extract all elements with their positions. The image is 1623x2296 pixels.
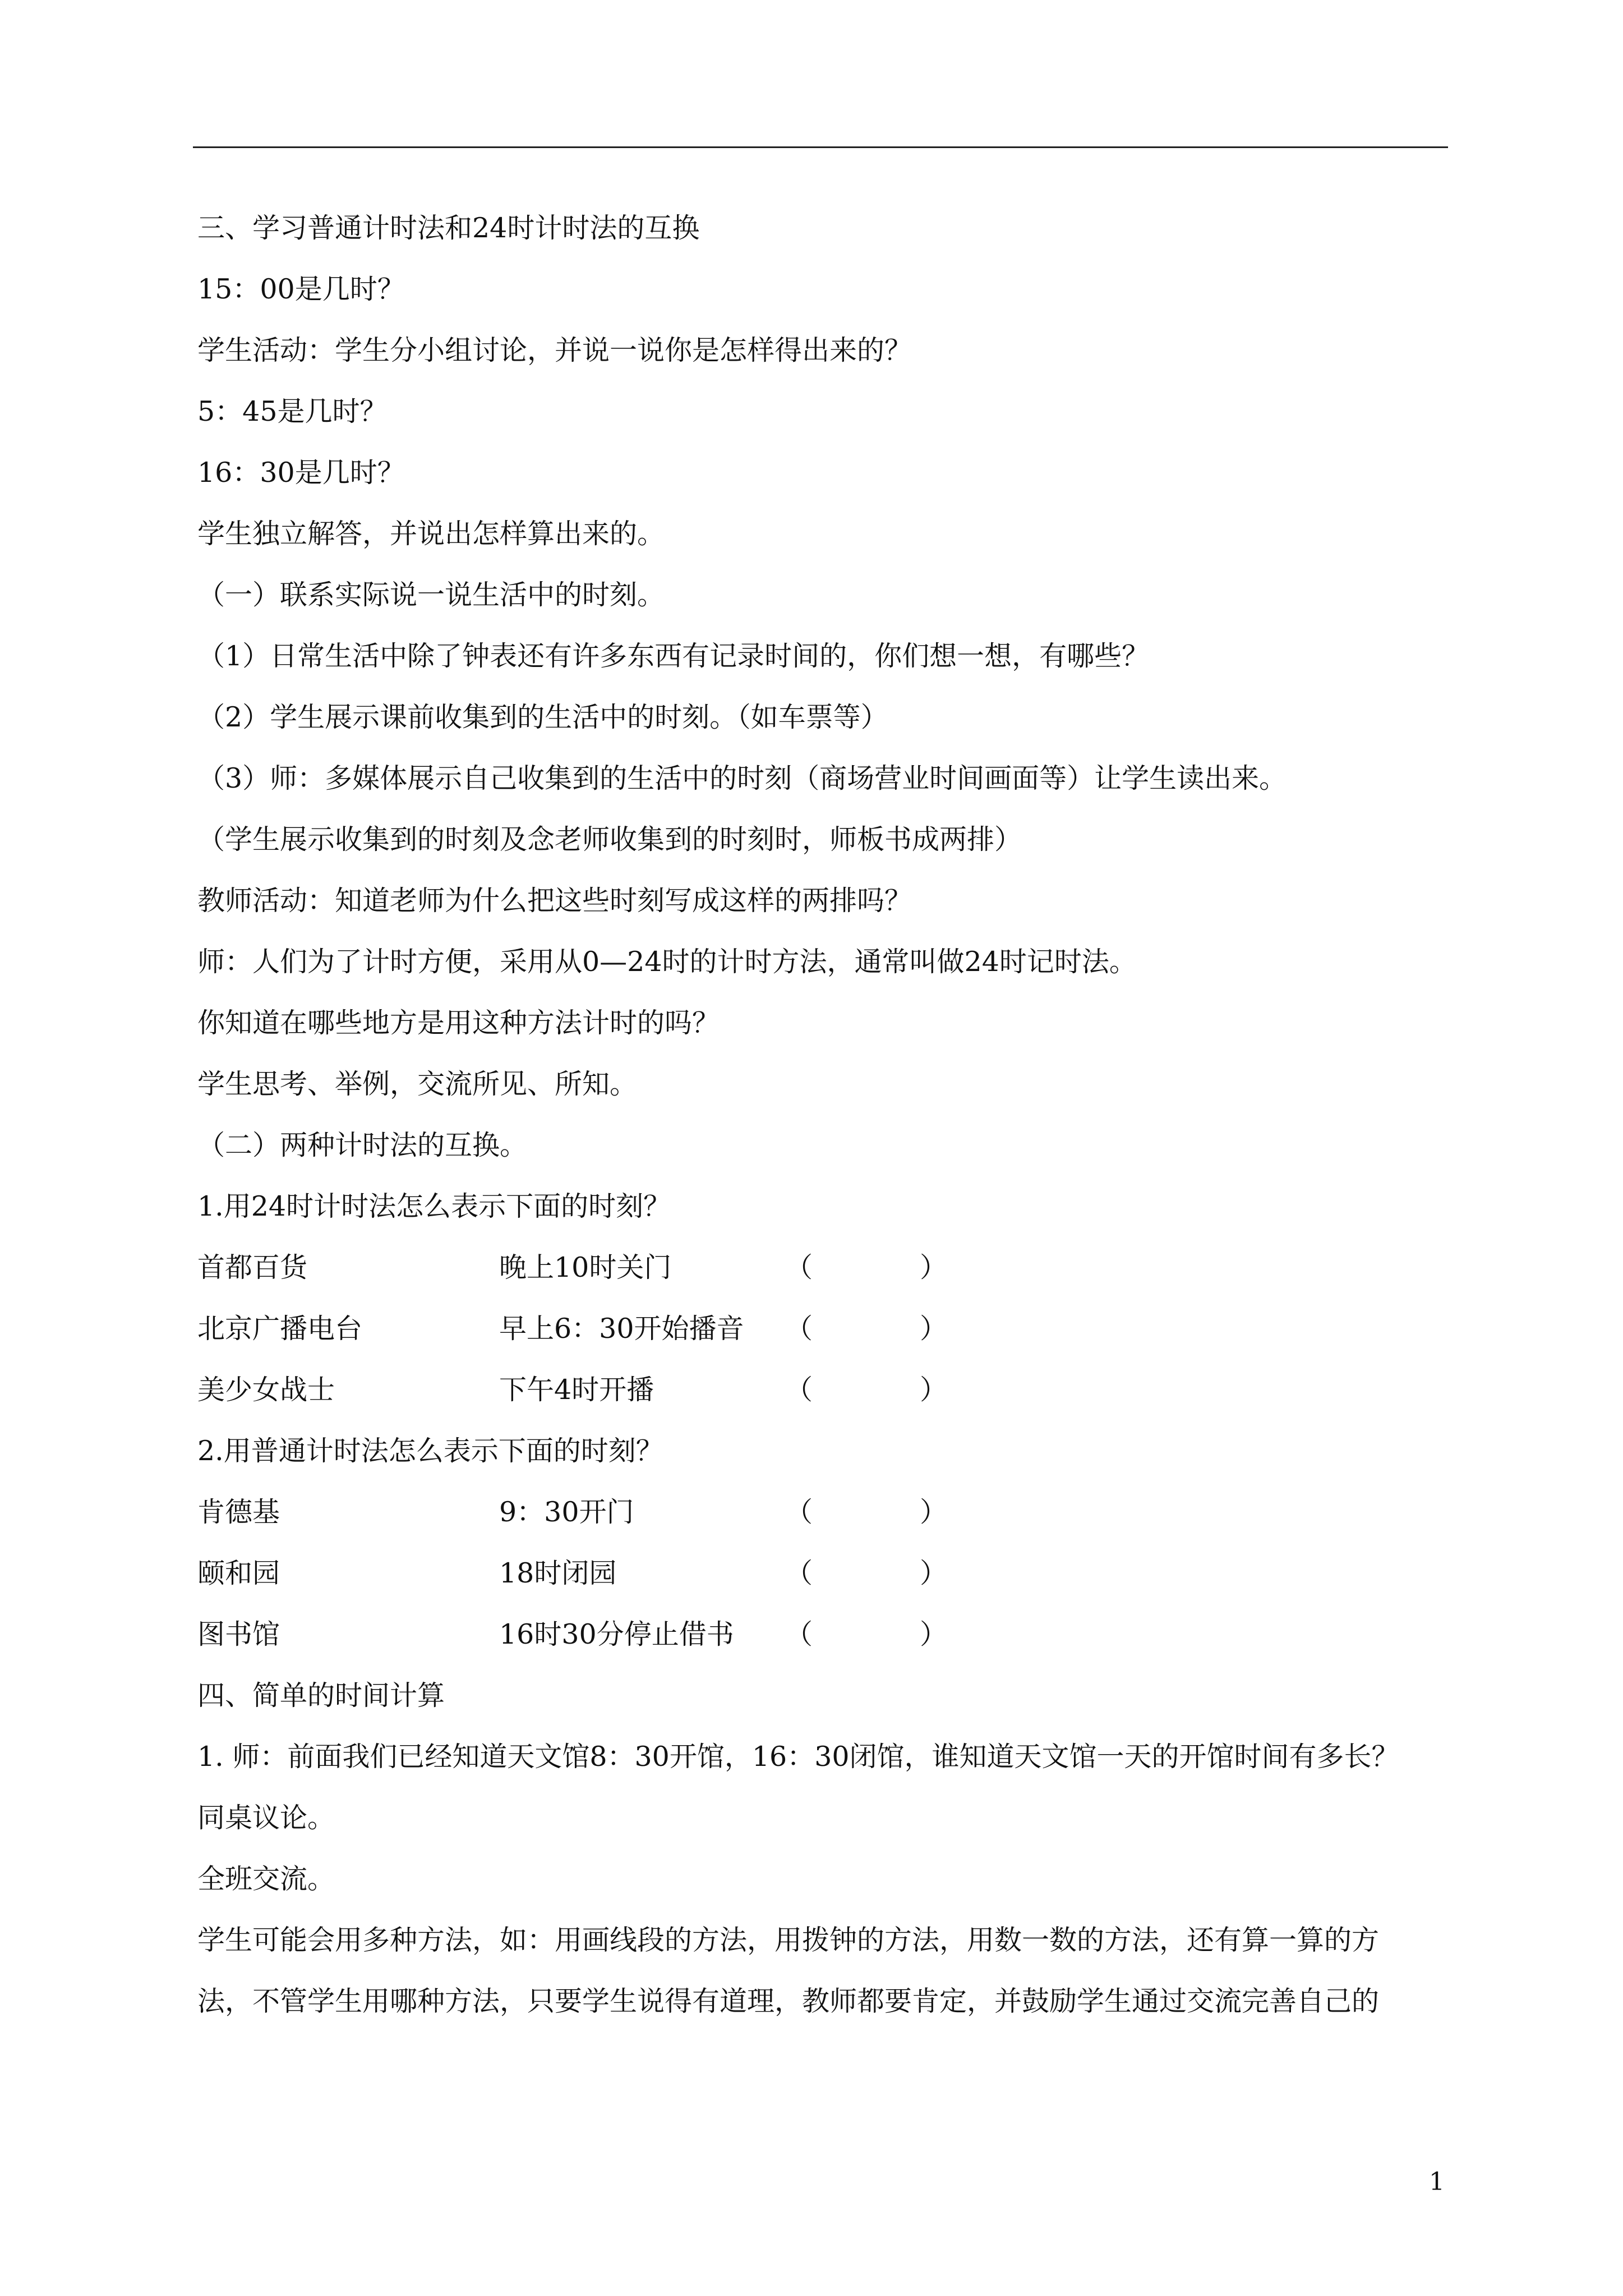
row-place: 颐和园 [197,1557,280,1589]
answer-open-paren: （ [785,1557,813,1589]
text-line: 学生独立解答，并说出怎样算出来的。 [197,518,665,550]
exercise-heading: 1.用24时计时法怎么表示下面的时刻？ [197,1190,671,1222]
exercise-heading: 2.用普通计时法怎么表示下面的时刻？ [197,1435,663,1467]
row-place: 美少女战士 [197,1374,335,1406]
row-place: 北京广播电台 [197,1313,363,1345]
subsection-heading: （二）两种计时法的互换。 [197,1129,528,1161]
text-line: 学生思考、举例，交流所见、所知。 [197,1068,638,1100]
header-rule [193,146,1448,148]
answer-close-paren: ） [920,1251,948,1283]
answer-open-paren: （ [785,1618,813,1650]
text-line: 16：30是几时？ [197,457,405,489]
text-line: 1. 师：前面我们已经知道天文馆8：30开馆，16：30闭馆，谁知道天文馆一天的开馆时间有多长？ [197,1741,1399,1773]
answer-open-paren: （ [785,1374,813,1406]
answer-close-paren: ） [920,1374,948,1406]
text-line: （学生展示收集到的时刻及念老师收集到的时刻时，师板书成两排） [197,823,1022,855]
row-event: 晚上10时关门 [499,1251,672,1283]
row-place: 首都百货 [197,1251,308,1283]
section-heading: 四、简单的时间计算 [197,1680,445,1711]
text-line: 5：45是几时？ [197,395,388,427]
text-line: 学生可能会用多种方法，如：用画线段的方法，用拨钟的方法，用数一数的方法，还有算一算的方 [197,1924,1380,1956]
text-line: 全班交流。 [197,1863,335,1895]
text-line: （2）学生展示课前收集到的生活中的时刻。（如车票等） [197,701,888,733]
answer-close-paren: ） [920,1313,948,1345]
row-event: 18时闭园 [499,1557,617,1589]
answer-open-paren: （ [785,1251,813,1283]
text-line: 法，不管学生用哪种方法，只要学生说得有道理，教师都要肯定，并鼓励学生通过交流完善自己的 [197,1985,1380,2017]
page-number: 1 [1429,2168,1445,2196]
section-heading: 三、学习普通计时法和24时计时法的互换 [197,212,700,244]
answer-open-paren: （ [785,1496,813,1528]
text-line: （1）日常生活中除了钟表还有许多东西有记录时间的，你们想一想，有哪些？ [197,640,1150,672]
answer-close-paren: ） [920,1557,948,1589]
answer-open-paren: （ [785,1313,813,1345]
row-event: 16时30分停止借书 [499,1618,734,1650]
text-line: 教师活动：知道老师为什么把这些时刻写成这样的两排吗？ [197,885,912,917]
text-line: （3）师：多媒体展示自己收集到的生活中的时刻（商场营业时间画面等）让学生读出来。 [197,762,1287,794]
answer-close-paren: ） [920,1496,948,1528]
subsection-heading: （一）联系实际说一说生活中的时刻。 [197,579,665,611]
row-event: 早上6：30开始播音 [499,1313,744,1345]
text-line: 15：00是几时？ [197,273,405,305]
text-line: 师：人们为了计时方便，采用从0—24时的计时方法，通常叫做24时记时法。 [197,946,1137,978]
row-place: 肯德基 [197,1496,280,1528]
text-line: 学生活动：学生分小组讨论，并说一说你是怎样得出来的？ [197,334,912,366]
text-line: 你知道在哪些地方是用这种方法计时的吗？ [197,1007,720,1039]
row-event: 下午4时开播 [499,1374,654,1406]
row-place: 图书馆 [197,1618,280,1650]
text-line: 同桌议论。 [197,1802,335,1834]
row-event: 9：30开门 [499,1496,634,1528]
answer-close-paren: ） [920,1618,948,1650]
